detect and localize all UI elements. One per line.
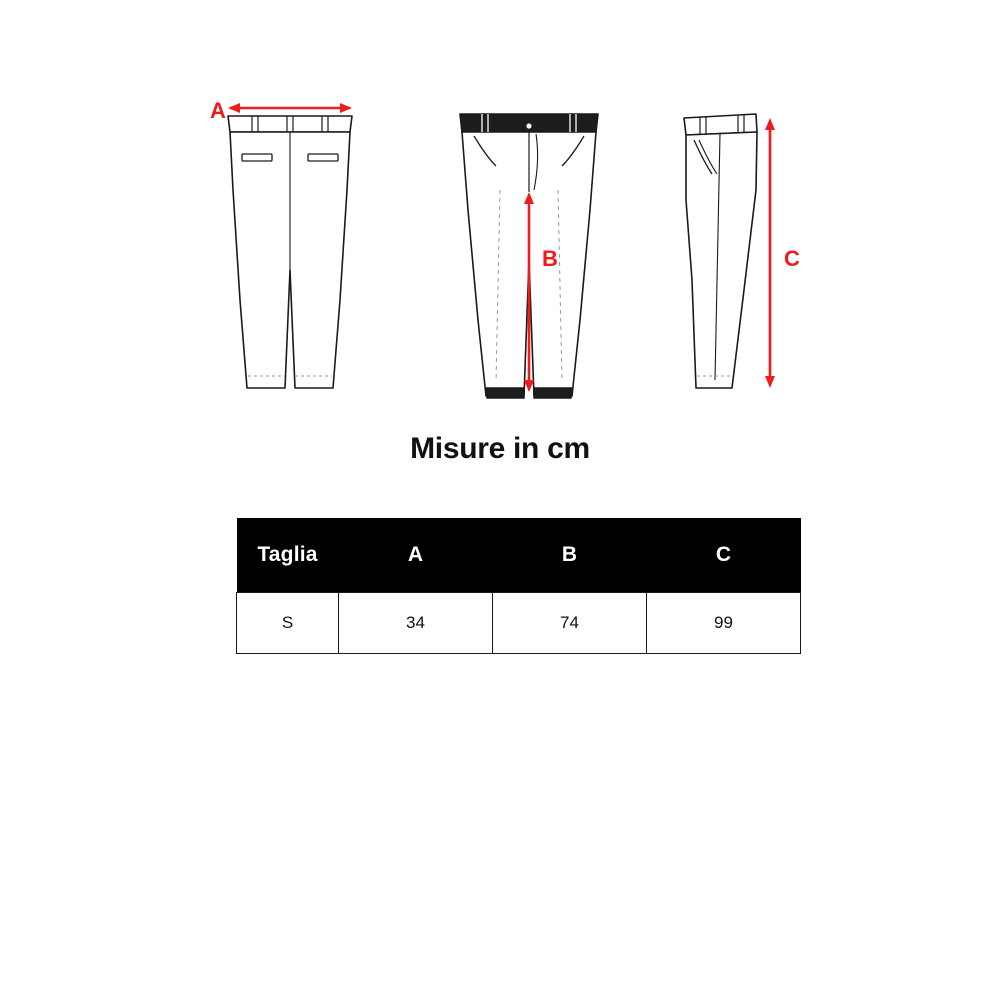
size-table xyxy=(236,518,801,654)
measure-label-b: B xyxy=(542,246,558,271)
cell-c: 99 xyxy=(647,593,801,654)
pants-front-view-illustration xyxy=(430,70,630,410)
measure-label-c: C xyxy=(784,246,800,271)
measure-label-a: A xyxy=(210,98,226,123)
table-header-row xyxy=(237,518,801,593)
table-row xyxy=(237,593,801,654)
pants-back-view-illustration xyxy=(190,70,390,410)
size-table-container xyxy=(236,518,800,654)
cell-size: S xyxy=(237,593,339,654)
technical-drawings xyxy=(0,70,1000,420)
column-header-c: C xyxy=(647,518,801,593)
pants-side-view-illustration xyxy=(660,70,860,410)
column-header-a: A xyxy=(339,518,493,593)
column-header-b: B xyxy=(493,518,647,593)
measurements-unit-caption: Misure in cm xyxy=(410,432,590,465)
cell-a: 34 xyxy=(339,593,493,654)
column-header-size: Taglia xyxy=(237,518,339,593)
cell-b: 74 xyxy=(493,593,647,654)
